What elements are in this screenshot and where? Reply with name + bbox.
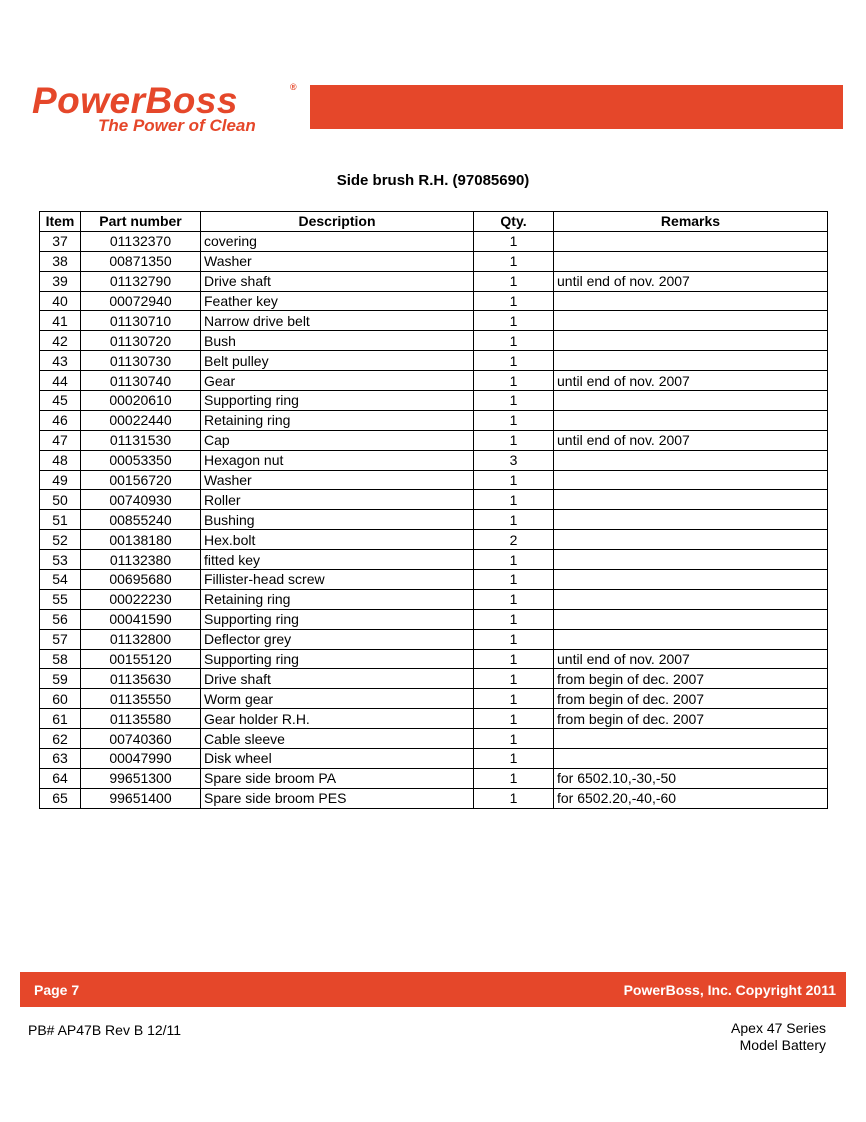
cell-part-number: 01135580 — [81, 709, 201, 729]
table-row — [40, 669, 828, 689]
cell-description: Bush — [201, 331, 474, 351]
cell-remarks — [554, 470, 828, 490]
cell-qty: 1 — [474, 788, 554, 808]
cell-qty: 2 — [474, 530, 554, 550]
cell-qty: 1 — [474, 709, 554, 729]
cell-description: Supporting ring — [201, 391, 474, 411]
cell-qty: 1 — [474, 231, 554, 251]
parts-table-body — [40, 231, 828, 808]
cell-part-number: 01130740 — [81, 371, 201, 391]
cell-item: 38 — [40, 251, 81, 271]
cell-item: 54 — [40, 570, 81, 590]
cell-remarks: from begin of dec. 2007 — [554, 689, 828, 709]
cell-qty: 1 — [474, 510, 554, 530]
cell-item: 40 — [40, 291, 81, 311]
cell-item: 53 — [40, 550, 81, 570]
table-row — [40, 788, 828, 808]
cell-item: 51 — [40, 510, 81, 530]
cell-item: 65 — [40, 788, 81, 808]
table-row — [40, 430, 828, 450]
table-row — [40, 629, 828, 649]
cell-part-number: 00138180 — [81, 530, 201, 550]
cell-part-number: 00022230 — [81, 589, 201, 609]
cell-part-number: 00022440 — [81, 410, 201, 430]
cell-item: 39 — [40, 271, 81, 291]
table-row — [40, 410, 828, 430]
header-accent-bar — [310, 85, 843, 129]
series-label: Apex 47 Series — [731, 1020, 826, 1036]
cell-remarks — [554, 589, 828, 609]
cell-description: Gear holder R.H. — [201, 709, 474, 729]
cell-part-number: 01132380 — [81, 550, 201, 570]
cell-remarks: until end of nov. 2007 — [554, 430, 828, 450]
cell-qty: 1 — [474, 291, 554, 311]
table-row — [40, 490, 828, 510]
table-row — [40, 351, 828, 371]
cell-part-number: 00047990 — [81, 749, 201, 769]
table-row — [40, 450, 828, 470]
cell-part-number: 01132800 — [81, 629, 201, 649]
cell-description: Cap — [201, 430, 474, 450]
cell-part-number: 00740360 — [81, 729, 201, 749]
cell-item: 50 — [40, 490, 81, 510]
cell-qty: 1 — [474, 570, 554, 590]
header-item: Item — [40, 212, 81, 232]
table-row — [40, 530, 828, 550]
cell-qty: 1 — [474, 589, 554, 609]
cell-remarks: for 6502.10,-30,-50 — [554, 768, 828, 788]
cell-qty: 1 — [474, 490, 554, 510]
cell-item: 41 — [40, 311, 81, 331]
table-row — [40, 510, 828, 530]
cell-description: Supporting ring — [201, 609, 474, 629]
cell-description: Worm gear — [201, 689, 474, 709]
cell-part-number: 99651400 — [81, 788, 201, 808]
cell-description: Gear — [201, 371, 474, 391]
cell-remarks — [554, 609, 828, 629]
cell-description: Spare side broom PA — [201, 768, 474, 788]
cell-part-number: 00155120 — [81, 649, 201, 669]
cell-description: Drive shaft — [201, 669, 474, 689]
cell-description: Bushing — [201, 510, 474, 530]
table-row — [40, 689, 828, 709]
cell-description: Fillister-head screw — [201, 570, 474, 590]
table-row — [40, 749, 828, 769]
table-row — [40, 251, 828, 271]
copyright: PowerBoss, Inc. Copyright 2011 — [623, 982, 836, 998]
cell-item: 42 — [40, 331, 81, 351]
cell-remarks: from begin of dec. 2007 — [554, 669, 828, 689]
cell-item: 62 — [40, 729, 81, 749]
cell-remarks — [554, 490, 828, 510]
table-header-row — [40, 212, 828, 232]
cell-part-number: 00053350 — [81, 450, 201, 470]
cell-remarks — [554, 530, 828, 550]
cell-item: 61 — [40, 709, 81, 729]
cell-description: Retaining ring — [201, 589, 474, 609]
cell-description: Deflector grey — [201, 629, 474, 649]
table-row — [40, 231, 828, 251]
cell-qty: 3 — [474, 450, 554, 470]
cell-qty: 1 — [474, 609, 554, 629]
cell-qty: 1 — [474, 430, 554, 450]
cell-description: covering — [201, 231, 474, 251]
cell-qty: 1 — [474, 251, 554, 271]
cell-remarks: until end of nov. 2007 — [554, 271, 828, 291]
table-row — [40, 609, 828, 629]
document-number: PB# AP47B Rev B 12/11 — [28, 1022, 182, 1038]
cell-item: 52 — [40, 530, 81, 550]
cell-description: Belt pulley — [201, 351, 474, 371]
cell-qty: 1 — [474, 470, 554, 490]
cell-item: 48 — [40, 450, 81, 470]
cell-description: Narrow drive belt — [201, 311, 474, 331]
table-row — [40, 709, 828, 729]
cell-part-number: 01132370 — [81, 231, 201, 251]
cell-qty: 1 — [474, 689, 554, 709]
cell-part-number: 01131530 — [81, 430, 201, 450]
cell-qty: 1 — [474, 629, 554, 649]
cell-item: 47 — [40, 430, 81, 450]
cell-qty: 1 — [474, 410, 554, 430]
table-row — [40, 729, 828, 749]
cell-description: Roller — [201, 490, 474, 510]
cell-qty: 1 — [474, 351, 554, 371]
cell-item: 63 — [40, 749, 81, 769]
cell-description: Hexagon nut — [201, 450, 474, 470]
cell-description: Disk wheel — [201, 749, 474, 769]
cell-remarks — [554, 231, 828, 251]
cell-remarks: until end of nov. 2007 — [554, 371, 828, 391]
cell-part-number: 99651300 — [81, 768, 201, 788]
cell-item: 43 — [40, 351, 81, 371]
header-part-number: Part number — [81, 212, 201, 232]
cell-remarks — [554, 331, 828, 351]
cell-qty: 1 — [474, 550, 554, 570]
cell-part-number: 00072940 — [81, 291, 201, 311]
parts-table — [39, 211, 828, 809]
cell-remarks — [554, 450, 828, 470]
cell-description: Washer — [201, 251, 474, 271]
cell-remarks — [554, 311, 828, 331]
cell-description: Washer — [201, 470, 474, 490]
cell-item: 60 — [40, 689, 81, 709]
cell-part-number: 01135630 — [81, 669, 201, 689]
cell-qty: 1 — [474, 271, 554, 291]
page-number: Page 7 — [34, 982, 80, 998]
cell-remarks — [554, 251, 828, 271]
table-row — [40, 391, 828, 411]
header-description: Description — [201, 212, 474, 232]
cell-part-number: 00156720 — [81, 470, 201, 490]
cell-remarks — [554, 550, 828, 570]
cell-item: 56 — [40, 609, 81, 629]
table-row — [40, 291, 828, 311]
cell-qty: 1 — [474, 669, 554, 689]
logo-wordmark: PowerBoss — [32, 80, 239, 121]
cell-remarks — [554, 410, 828, 430]
cell-remarks — [554, 749, 828, 769]
cell-description: Spare side broom PES — [201, 788, 474, 808]
cell-item: 57 — [40, 629, 81, 649]
cell-remarks — [554, 570, 828, 590]
cell-description: Supporting ring — [201, 649, 474, 669]
cell-item: 59 — [40, 669, 81, 689]
table-row — [40, 550, 828, 570]
cell-description: Hex.bolt — [201, 530, 474, 550]
cell-item: 58 — [40, 649, 81, 669]
cell-qty: 1 — [474, 391, 554, 411]
cell-remarks — [554, 729, 828, 749]
cell-qty: 1 — [474, 331, 554, 351]
cell-part-number: 01132790 — [81, 271, 201, 291]
table-row — [40, 649, 828, 669]
cell-part-number: 01130710 — [81, 311, 201, 331]
cell-item: 49 — [40, 470, 81, 490]
table-row — [40, 371, 828, 391]
logo-tagline: The Power of Clean — [98, 116, 256, 135]
cell-remarks — [554, 351, 828, 371]
cell-part-number: 01135550 — [81, 689, 201, 709]
cell-part-number: 01130730 — [81, 351, 201, 371]
cell-remarks — [554, 510, 828, 530]
cell-part-number: 00855240 — [81, 510, 201, 530]
cell-part-number: 01130720 — [81, 331, 201, 351]
table-row — [40, 589, 828, 609]
cell-remarks — [554, 629, 828, 649]
cell-remarks — [554, 291, 828, 311]
table-row — [40, 331, 828, 351]
cell-description: Feather key — [201, 291, 474, 311]
cell-qty: 1 — [474, 749, 554, 769]
cell-qty: 1 — [474, 649, 554, 669]
header-qty: Qty. — [474, 212, 554, 232]
table-row — [40, 271, 828, 291]
cell-item: 55 — [40, 589, 81, 609]
cell-item: 44 — [40, 371, 81, 391]
cell-remarks: from begin of dec. 2007 — [554, 709, 828, 729]
table-row — [40, 311, 828, 331]
footer-bar — [20, 972, 846, 1007]
cell-item: 46 — [40, 410, 81, 430]
cell-part-number: 00871350 — [81, 251, 201, 271]
table-row — [40, 768, 828, 788]
cell-qty: 1 — [474, 371, 554, 391]
cell-description: fitted key — [201, 550, 474, 570]
cell-remarks: for 6502.20,-40,-60 — [554, 788, 828, 808]
page-title: Side brush R.H. (97085690) — [336, 172, 530, 189]
cell-description: Retaining ring — [201, 410, 474, 430]
cell-description: Cable sleeve — [201, 729, 474, 749]
model-label: Model Battery — [739, 1037, 826, 1053]
cell-item: 45 — [40, 391, 81, 411]
cell-remarks: until end of nov. 2007 — [554, 649, 828, 669]
cell-qty: 1 — [474, 311, 554, 331]
cell-description: Drive shaft — [201, 271, 474, 291]
model-info — [731, 1020, 826, 1054]
cell-part-number: 00740930 — [81, 490, 201, 510]
table-row — [40, 470, 828, 490]
header-remarks: Remarks — [554, 212, 828, 232]
cell-item: 37 — [40, 231, 81, 251]
cell-item: 64 — [40, 768, 81, 788]
cell-qty: 1 — [474, 729, 554, 749]
cell-remarks — [554, 391, 828, 411]
table-row — [40, 570, 828, 590]
registered-mark: ® — [290, 82, 297, 92]
cell-qty: 1 — [474, 768, 554, 788]
cell-part-number: 00041590 — [81, 609, 201, 629]
cell-part-number: 00695680 — [81, 570, 201, 590]
cell-part-number: 00020610 — [81, 391, 201, 411]
